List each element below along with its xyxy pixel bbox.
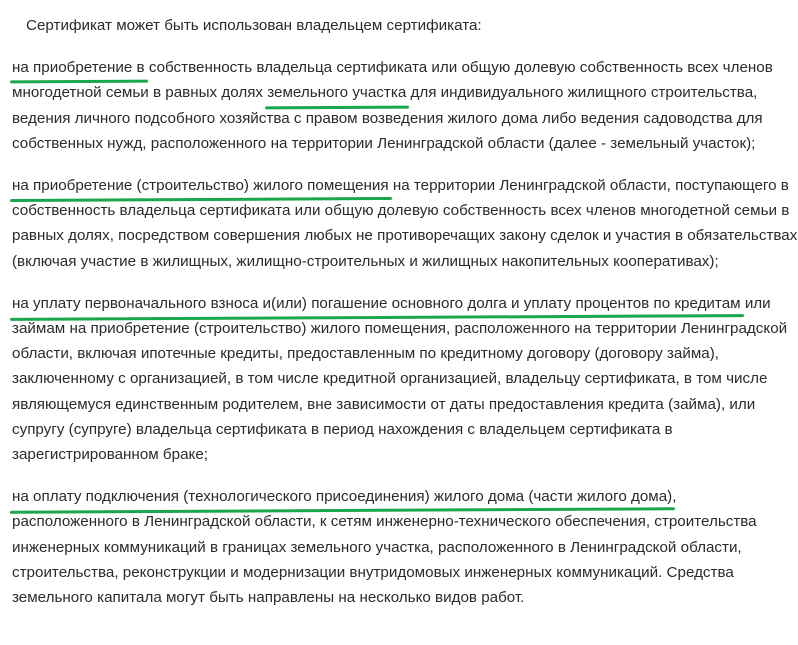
paragraph-housing-purchase	[12, 173, 798, 274]
text-line: заключенному с организацией, в том числе кредитной организацией, владельцу сертификата, в том числе	[12, 370, 768, 388]
text-line	[12, 173, 792, 198]
text-line: являющемуся единственным родителем, вне зависимости от даты предоставления кредита (займа), или	[12, 395, 756, 413]
text-line: расположенного в Ленинградской области, к сетям инженерно-технического обеспечения, строительства	[12, 513, 757, 531]
text-fragment: на территории Ленинградской области, поступающего в	[388, 177, 789, 195]
document-body	[12, 13, 798, 627]
text-line: займам на приобретение (строительство) жилого помещения, расположенного на территории Ленинградской	[12, 320, 788, 338]
paragraph-land-purchase	[12, 55, 792, 156]
text-line: собственных нужд, расположенного на территории Ленинградской области (далее - земельный участок);	[12, 134, 756, 152]
text-line: зарегистрированном браке;	[12, 446, 208, 464]
intro-text: Сертификат может быть использован владельцем сертификата:	[26, 17, 482, 34]
highlighted-phrase: на оплату подключения (технологического присоединения) жилого дома (части жилого дома)	[12, 484, 672, 509]
highlighted-phrase: на приобретение в	[12, 55, 145, 80]
text-line: супругу (супруге) владельца сертификата в период нахождения с владельцем сертификата в	[12, 420, 673, 438]
text-line	[12, 484, 792, 509]
text-line: земельного капитала могут быть направлены на несколько видов работ.	[12, 589, 525, 607]
text-fragment: многодетной семьи в равных долях	[12, 84, 268, 102]
text-line: равных долях, посредством совершения любых не противоречащих закону сделок и участия в обязательствах	[12, 227, 798, 245]
text-fragment: или	[740, 294, 771, 312]
highlighted-phrase: земельного участка	[267, 80, 406, 105]
text-line: строительства, реконструкции и модернизации внутридомовых инженерных коммуникаций. Средства	[12, 563, 734, 581]
text-line: собственность владельца сертификата или общую долевую собственность всех членов многодетной семьи в	[12, 202, 790, 220]
highlighted-phrase: на приобретение (строительство) жилого помещения	[12, 173, 389, 198]
text-line	[12, 80, 792, 105]
paragraph-utility-connection	[12, 484, 792, 610]
text-line: инженерных коммуникаций в границах земельного участка, расположенного в Ленинградской области,	[12, 538, 742, 556]
text-fragment: ,	[672, 488, 677, 506]
text-line: ведения личного подсобного хозяйства с правом возведения жилого дома либо ведения садоводства для	[12, 109, 763, 127]
text-line: области, включая ипотечные кредиты, предоставленным по кредитному договору (договору займа),	[12, 345, 719, 363]
text-line: (включая участие в жилищных, жилищно-строительных и жилищных накопительных кооперативах);	[12, 252, 719, 270]
text-fragment: собственность владельца сертификата или общую долевую собственность всех членов	[144, 59, 773, 77]
paragraph-loan-payment	[12, 291, 792, 467]
text-fragment: для индивидуального жилищного строительства,	[406, 84, 758, 102]
text-line	[12, 291, 792, 316]
highlighted-phrase: на уплату первоначального взноса и(или) погашение основного долга и уплату процентов по кредитам	[12, 291, 741, 316]
text-line	[12, 55, 792, 80]
